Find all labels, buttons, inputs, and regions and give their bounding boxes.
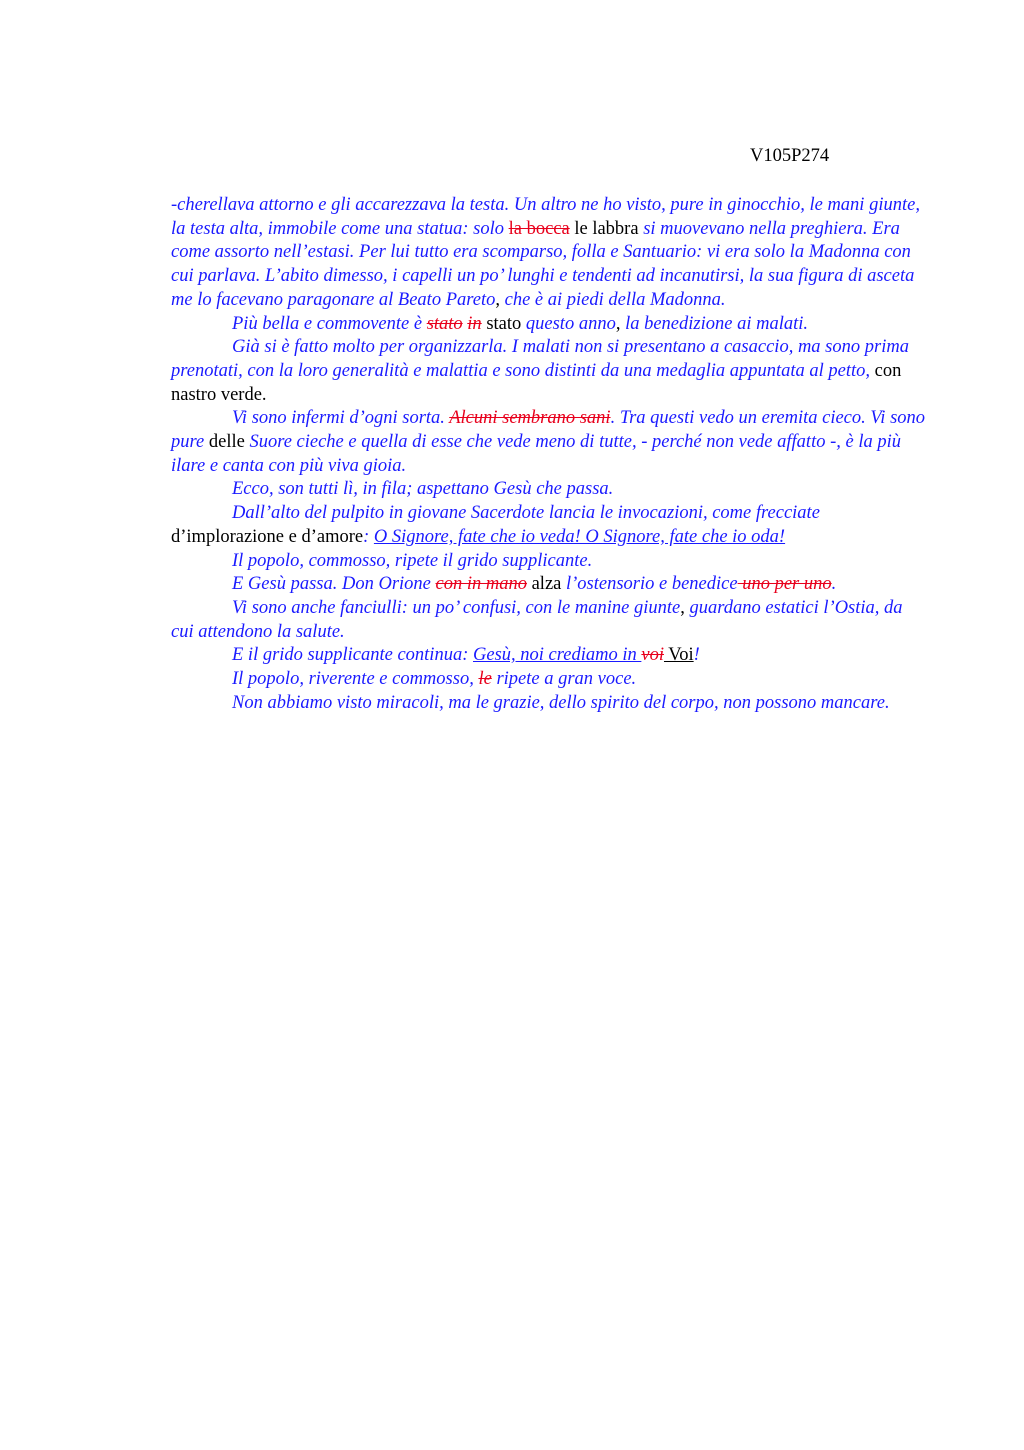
- text-run: Vi sono anche fanciulli: un po’ confusi, con le manine giunte: [232, 597, 681, 618]
- paragraph: [171, 668, 927, 692]
- deleted-text: Alcuni sembrano sani: [449, 408, 611, 429]
- text-run: si muovevano nella preghiera. Era come assorto nell’estasi. Per lui tutto era scomparso, folla e Santuario: vi era solo la Madonna con cui parlava. L’abito dimesso, i capelli un po’ lunghi e tendenti ad incanutirsi, la sua figura di asceta me lo facevano paragonare al Beato Pareto: [171, 218, 915, 310]
- text-run: guardano estatici l’Ostia, da cui attendono la salute.: [171, 597, 903, 642]
- text-run: che è ai piedi della Madonna.: [504, 289, 726, 310]
- text-run: questo anno: [525, 313, 616, 334]
- paragraph: [171, 573, 927, 597]
- text-run: l’ostensorio e benedice: [566, 574, 738, 595]
- deleted-text: uno per uno: [737, 574, 832, 595]
- deleted-text: la bocca: [508, 218, 570, 239]
- text-run: . Tra questi vedo un eremita cieco. Vi sono pure: [171, 408, 926, 453]
- text-run: Vi sono infermi d’ogni sorta.: [232, 408, 450, 429]
- paragraph: [171, 478, 927, 502]
- text-run: -cherellava attorno e gli accarezzava la testa. Un altro ne ho visto, pure in ginocchio, le mani giunte, la testa alta, immobile come una statua: solo: [171, 195, 920, 239]
- paragraph: [171, 407, 927, 478]
- underlined-text: O Signore, fate che io veda! O Signore, fate che io oda!: [373, 526, 786, 547]
- paragraph: [171, 550, 927, 574]
- deleted-text: stato: [426, 313, 463, 334]
- text-run: la benedizione ai malati.: [625, 313, 809, 334]
- inserted-text: ,: [495, 289, 505, 310]
- deleted-text: voi: [641, 645, 664, 666]
- inserted-text: d’implorazione e d’amore: [171, 526, 364, 547]
- text-run: E il grido supplicante continua:: [232, 645, 473, 666]
- text-run: Suore cieche e quella di esse che vede meno di tutte, - perché non vede affatto -, è la più ilare e canta con più viva gioia.: [171, 432, 901, 476]
- paragraph: [171, 597, 927, 644]
- paragraph: [171, 644, 927, 668]
- inserted-text: alza: [526, 574, 566, 595]
- underlined-text: Voi: [663, 645, 694, 666]
- inserted-text: con nastro verde.: [171, 360, 902, 405]
- inserted-text: stato: [481, 313, 526, 334]
- deleted-text: con in mano: [435, 574, 527, 595]
- page-identifier: V105P274: [750, 146, 830, 166]
- underlined-text: Gesù, noi crediamo in: [473, 645, 642, 666]
- text-run: !: [693, 645, 700, 666]
- paragraph: [171, 502, 927, 549]
- text-run: .: [831, 574, 837, 595]
- text-run: Il popolo, commosso, ripete il grido supplicante.: [232, 550, 593, 571]
- paragraph: [171, 313, 927, 337]
- text-run: Non abbiamo visto miracoli, ma le grazie, dello spirito del corpo, non possono mancare.: [232, 692, 890, 713]
- text-run: :: [363, 526, 374, 547]
- deleted-text: le: [478, 669, 492, 690]
- paragraph: [171, 692, 927, 716]
- text-run: Più bella e commovente è: [232, 313, 427, 334]
- text-run: Ecco, son tutti lì, in fila; aspettano Gesù che passa.: [232, 479, 614, 500]
- text-run: Il popolo, riverente e commosso,: [232, 669, 479, 690]
- paragraph: [171, 194, 927, 313]
- inserted-text: ,: [680, 597, 690, 618]
- text-run: Già si è fatto molto per organizzarla. I malati non si presentano a casaccio, ma sono prima prenotati, con la loro generalità e malattia e sono distinti da una medaglia appuntata al petto,: [171, 337, 909, 381]
- text-run: E Gesù passa. Don Orione: [232, 574, 436, 595]
- text-run: Dall’alto del pulpito in giovane Sacerdote lancia le invocazioni, come frecciate: [232, 503, 820, 524]
- document-body: [171, 194, 927, 715]
- deleted-text: in: [467, 313, 482, 334]
- text-run: ripete a gran voce.: [491, 669, 637, 690]
- inserted-text: ,: [615, 313, 626, 334]
- inserted-text: delle: [208, 432, 250, 453]
- paragraph: [171, 336, 927, 407]
- inserted-text: le labbra: [569, 218, 644, 239]
